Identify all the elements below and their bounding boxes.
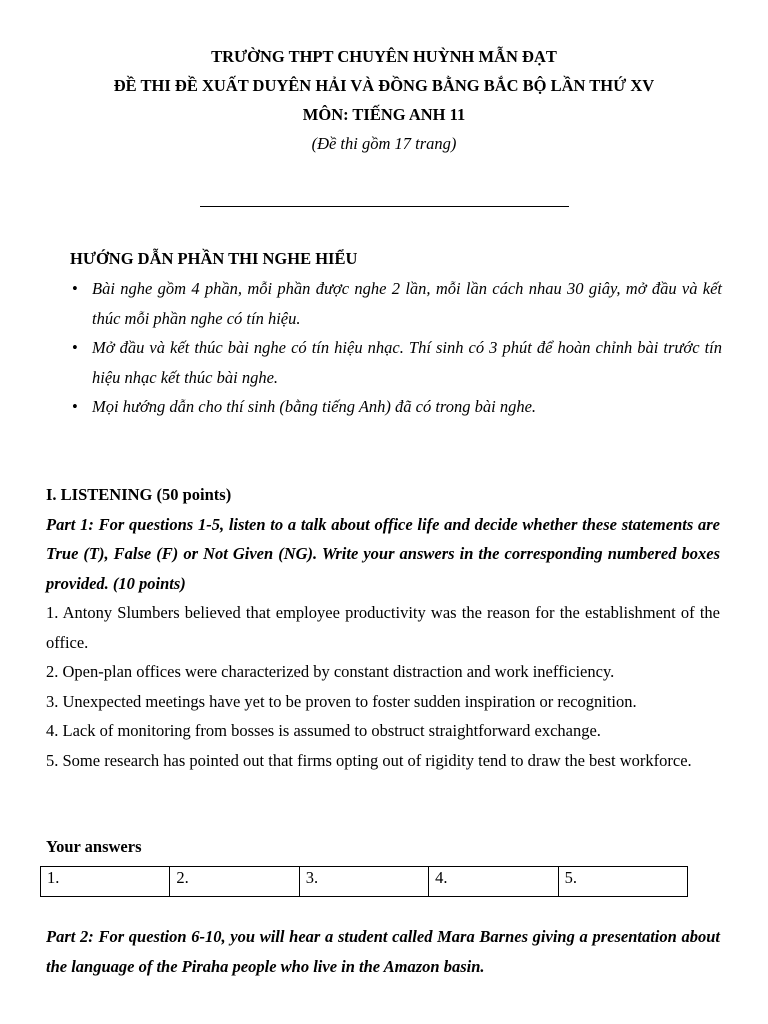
guide-item-text: Bài nghe gồm 4 phần, mỗi phần được nghe 2 lần, mỗi lần cách nhau 30 giây, mở đầu và kết thúc mỗi phần nghe có tín hiệu. [92,279,722,328]
bullet-icon: • [72,279,78,298]
answers-title: Your answers [46,837,142,856]
answer-box-3[interactable]: 3. [299,867,428,897]
guide-item [70,392,722,422]
answer-box-2[interactable]: 2. [170,867,299,897]
listening-guide [70,244,722,422]
page-count-note: (Đề thi gồm 17 trang) [311,134,457,153]
section-title: I. LISTENING (50 points) [46,485,232,504]
guide-item [70,333,722,392]
guide-title: HƯỚNG DẪN PHẦN THI NGHE HIỂU [70,249,358,268]
question-2: 2. Open-plan offices were characterized by constant distraction and work inefficiency. [46,662,615,681]
answer-box-4[interactable]: 4. [429,867,558,897]
subject-title: MÔN: TIẾNG ANH 11 [302,105,466,124]
question-3: 3. Unexpected meetings have yet to be proven to foster sudden inspiration or recognition. [46,691,637,711]
question-5: 5. Some research has pointed out that firms opting out of rigidity tend to draw the best workforce. [46,750,692,770]
bullet-icon: • [72,338,78,357]
exam-title: ĐỀ THI ĐỀ XUẤT DUYÊN HẢI VÀ ĐỒNG BẰNG BẮC BỘ LẦN THỨ XV [113,76,655,95]
answer-box-1[interactable]: 1. [41,867,170,897]
bullet-icon: • [72,397,78,416]
answer-table [40,866,688,897]
guide-list [70,274,722,422]
header-divider [200,206,569,207]
exam-header [0,42,768,158]
answer-row [41,867,688,897]
question-4: 4. Lack of monitoring from bosses is assumed to obstruct straightforward exchange. [46,721,601,740]
school-name: TRƯỜNG THPT CHUYÊN HUỲNH MẪN ĐẠT [211,47,557,66]
answer-box-5[interactable]: 5. [558,867,687,897]
guide-item-text: Mở đầu và kết thúc bài nghe có tín hiệu nhạc. Thí sinh có 3 phút để hoàn chỉnh bài trước tín hiệu nhạc kết thúc bài nghe. [92,338,722,387]
listening-section [46,480,720,775]
question-1: 1. Antony Slumbers believed that employee productivity was the reason for the establishment of the office. [46,603,720,652]
part2-instructions: Part 2: For question 6-10, you will hear a student called Mara Barnes giving a presentation about the language of the Piraha people who live in the Amazon basin. [46,927,720,976]
guide-item [70,274,722,333]
guide-item-text: Mọi hướng dẫn cho thí sinh (bằng tiếng Anh) đã có trong bài nghe. [92,397,537,416]
part1-instructions: Part 1: For questions 1-5, listen to a talk about office life and decide whether these statements are True (T), False (F) or Not Given (NG). Write your answers in the corresponding numbered boxes provided. (10 points) [46,514,720,593]
